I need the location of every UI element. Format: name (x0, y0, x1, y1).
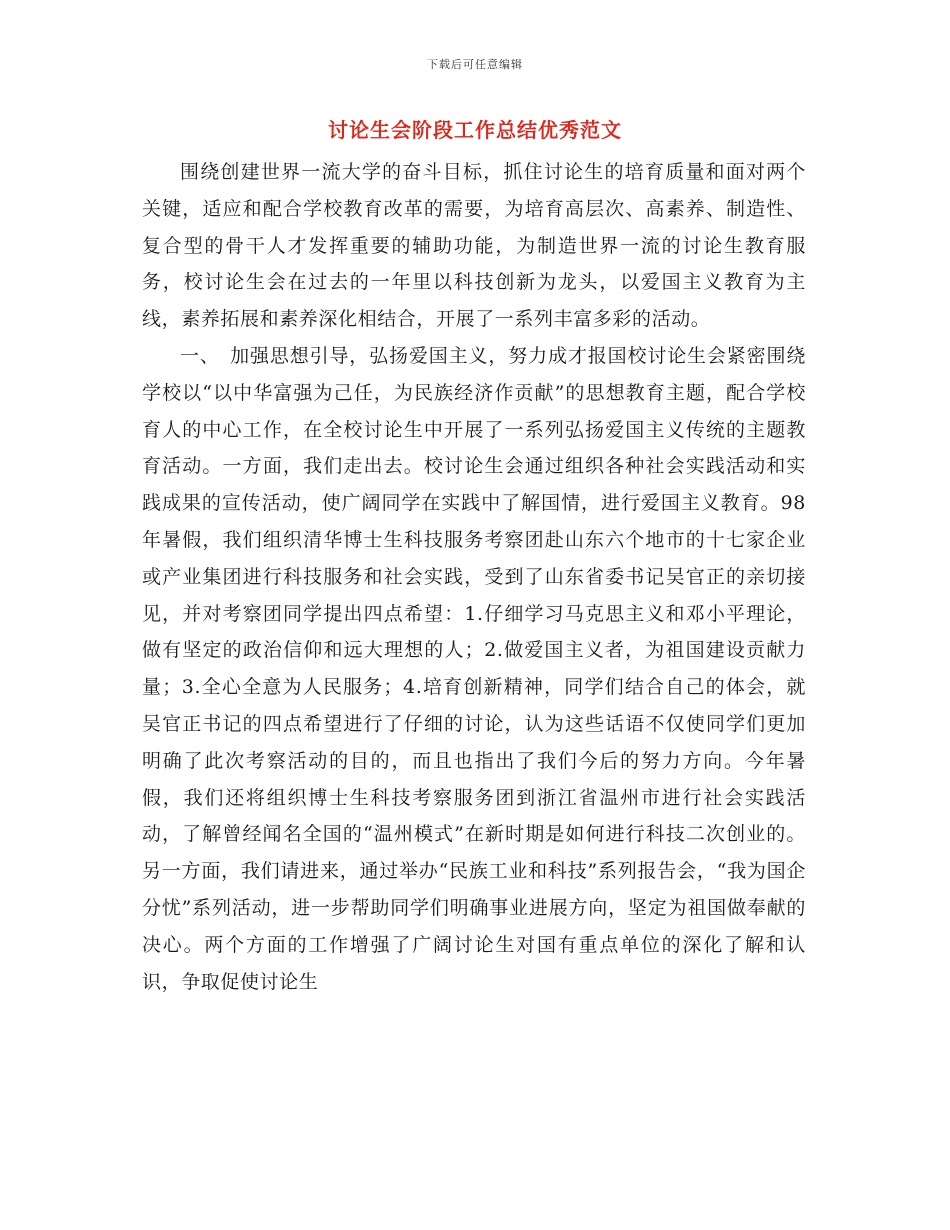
paragraph-section-one: 一、 加强思想引导，弘扬爱国主义，努力成才报国校讨论生会紧密围绕学校以“以中华富强为己任，为民族经济作贡献”的思想教育主题，配合学校育人的中心工作，在全校讨论生中开展了一系列弘扬爱国主义传统的主题教育活动。一方面，我们走出去。校讨论生会通过组织各种社会实践活动和实践成果的宣传活动，使广阔同学在实践中了解国情，进行爱国主义教育。98年暑假，我们组织清华博士生科技服务考察团赴山东六个地市的十七家企业或产业集团进行科技服务和社会实践，受到了山东省委书记吴官正的亲切接见，并对考察团同学提出四点希望：1.仔细学习马克思主义和邓小平理论，做有坚定的政治信仰和远大理想的人；2.做爱国主义者，为祖国建设贡献力量；3.全心全意为人民服务；4.培育创新精神，同学们结合自己的体会，就吴官正书记的四点希望进行了仔细的讨论，认为这些话语不仅使同学们更加明确了此次考察活动的目的，而且也指出了我们今后的努力方向。今年暑假，我们还将组织博士生科技考察服务团到浙江省温州市进行社会实践活动，了解曾经闻名全国的“温州模式”在新时期是如何进行科技二次创业的。另一方面，我们请进来，通过举办“民族工业和科技”系列报告会，“我为国企分忧”系列活动，进一步帮助同学们明确事业进展方向，坚定为祖国做奉献的决心。两个方面的工作增强了广阔讨论生对国有重点单位的深化了解和认识，争取促使讨论生 (142, 344, 806, 993)
document-body (142, 154, 806, 1000)
header-note: 下载后可任意编辑 (427, 58, 523, 71)
paragraph-intro: 围绕创建世界一流大学的奋斗目标，抓住讨论生的培育质量和面对两个关键，适应和配合学校教育改革的需要，为培育高层次、高素养、制造性、复合型的骨干人才发挥重要的辅助功能，为制造世界一流的讨论生教育服务，校讨论生会在过去的一年里以科技创新为龙头，以爱国主义教育为主线，素养拓展和素养深化相结合，开展了一系列丰富多彩的活动。 (142, 161, 806, 331)
document-title: 讨论生会阶段工作总结优秀范文 (328, 118, 622, 142)
